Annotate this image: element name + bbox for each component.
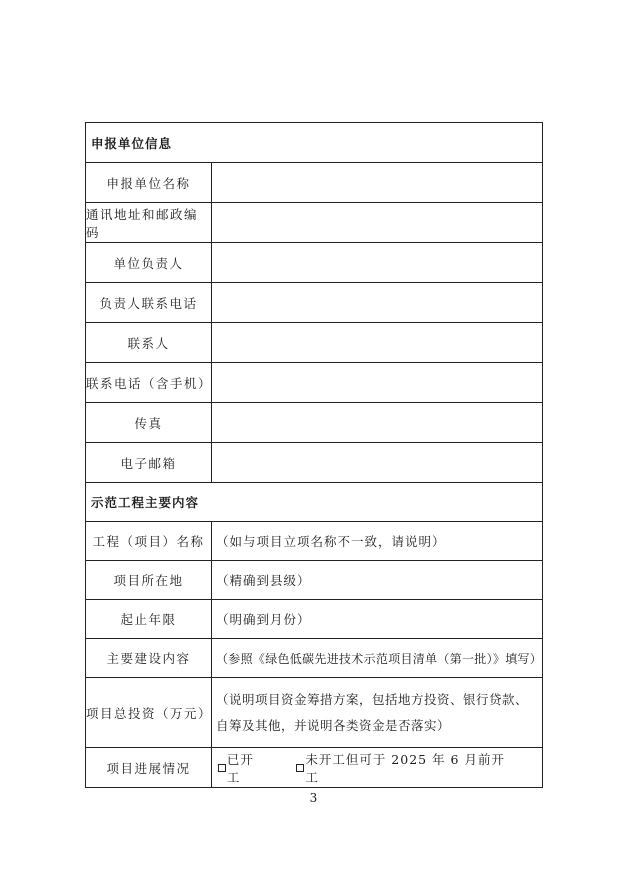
section-title: 示范工程主要内容 bbox=[91, 495, 200, 510]
field-label: 通讯地址和邮政编码 bbox=[86, 203, 212, 242]
option-label: 已开工 bbox=[226, 752, 254, 785]
fax-field[interactable] bbox=[212, 403, 542, 442]
total-investment-field[interactable]: （说明项目资金筹措方案，包括地方投资、银行贷款、自筹及其他，并说明各类资金是否落实） bbox=[216, 691, 529, 733]
section-header-project bbox=[86, 483, 542, 522]
field-label: 项目所在地 bbox=[86, 561, 212, 599]
section-title: 申报单位信息 bbox=[91, 135, 173, 151]
field-label: 项目进展情况 bbox=[86, 748, 212, 788]
table-row bbox=[86, 403, 542, 443]
address-field[interactable] bbox=[212, 203, 542, 242]
field-label: 联系人 bbox=[86, 323, 212, 362]
table-row bbox=[86, 363, 542, 403]
table-row bbox=[86, 678, 542, 748]
contact-phone-field[interactable] bbox=[212, 363, 542, 402]
progress-options bbox=[212, 748, 542, 788]
applicant-name-field[interactable] bbox=[212, 163, 542, 202]
construction-content-field[interactable]: （参照《绿色低碳先进技术示范项目清单（第一批）》填写） bbox=[216, 651, 543, 666]
checkbox-icon[interactable] bbox=[296, 764, 304, 772]
field-label: 项目总投资（万元） bbox=[86, 678, 212, 747]
page-number: 3 bbox=[309, 791, 318, 805]
email-field[interactable] bbox=[212, 443, 542, 482]
contact-person-field[interactable] bbox=[212, 323, 542, 362]
table-row bbox=[86, 323, 542, 363]
field-label: 申报单位名称 bbox=[86, 163, 212, 202]
table-row bbox=[86, 203, 542, 243]
started-option[interactable] bbox=[216, 750, 266, 786]
table-row bbox=[86, 748, 542, 788]
field-label: 起止年限 bbox=[86, 600, 212, 638]
head-phone-field[interactable] bbox=[212, 283, 542, 322]
table-row bbox=[86, 600, 542, 639]
field-label: 单位负责人 bbox=[86, 243, 212, 282]
table-row bbox=[86, 283, 542, 323]
project-name-field[interactable]: （如与项目立项名称不一致，请说明） bbox=[216, 534, 446, 549]
project-location-field[interactable]: （精确到县级） bbox=[216, 573, 311, 588]
project-period-field[interactable]: （明确到月份） bbox=[216, 612, 311, 627]
application-form-table bbox=[85, 122, 543, 788]
table-row bbox=[86, 243, 542, 283]
unit-head-field[interactable] bbox=[212, 243, 542, 282]
field-label: 电子邮箱 bbox=[86, 443, 212, 482]
field-label: 主要建设内容 bbox=[86, 639, 212, 677]
option-label: 未开工但可于 2025 年 6 月前开工 bbox=[305, 752, 505, 785]
field-label: 传真 bbox=[86, 403, 212, 442]
field-label: 联系电话（含手机） bbox=[86, 363, 212, 402]
table-row bbox=[86, 561, 542, 600]
field-label: 工程（项目）名称 bbox=[86, 522, 212, 560]
table-row bbox=[86, 639, 542, 678]
not-started-option[interactable] bbox=[294, 750, 514, 786]
table-row bbox=[86, 522, 542, 561]
table-row bbox=[86, 443, 542, 483]
table-row bbox=[86, 163, 542, 203]
checkbox-icon[interactable] bbox=[218, 764, 226, 772]
section-header-applicant bbox=[86, 123, 542, 163]
field-label: 负责人联系电话 bbox=[86, 283, 212, 322]
